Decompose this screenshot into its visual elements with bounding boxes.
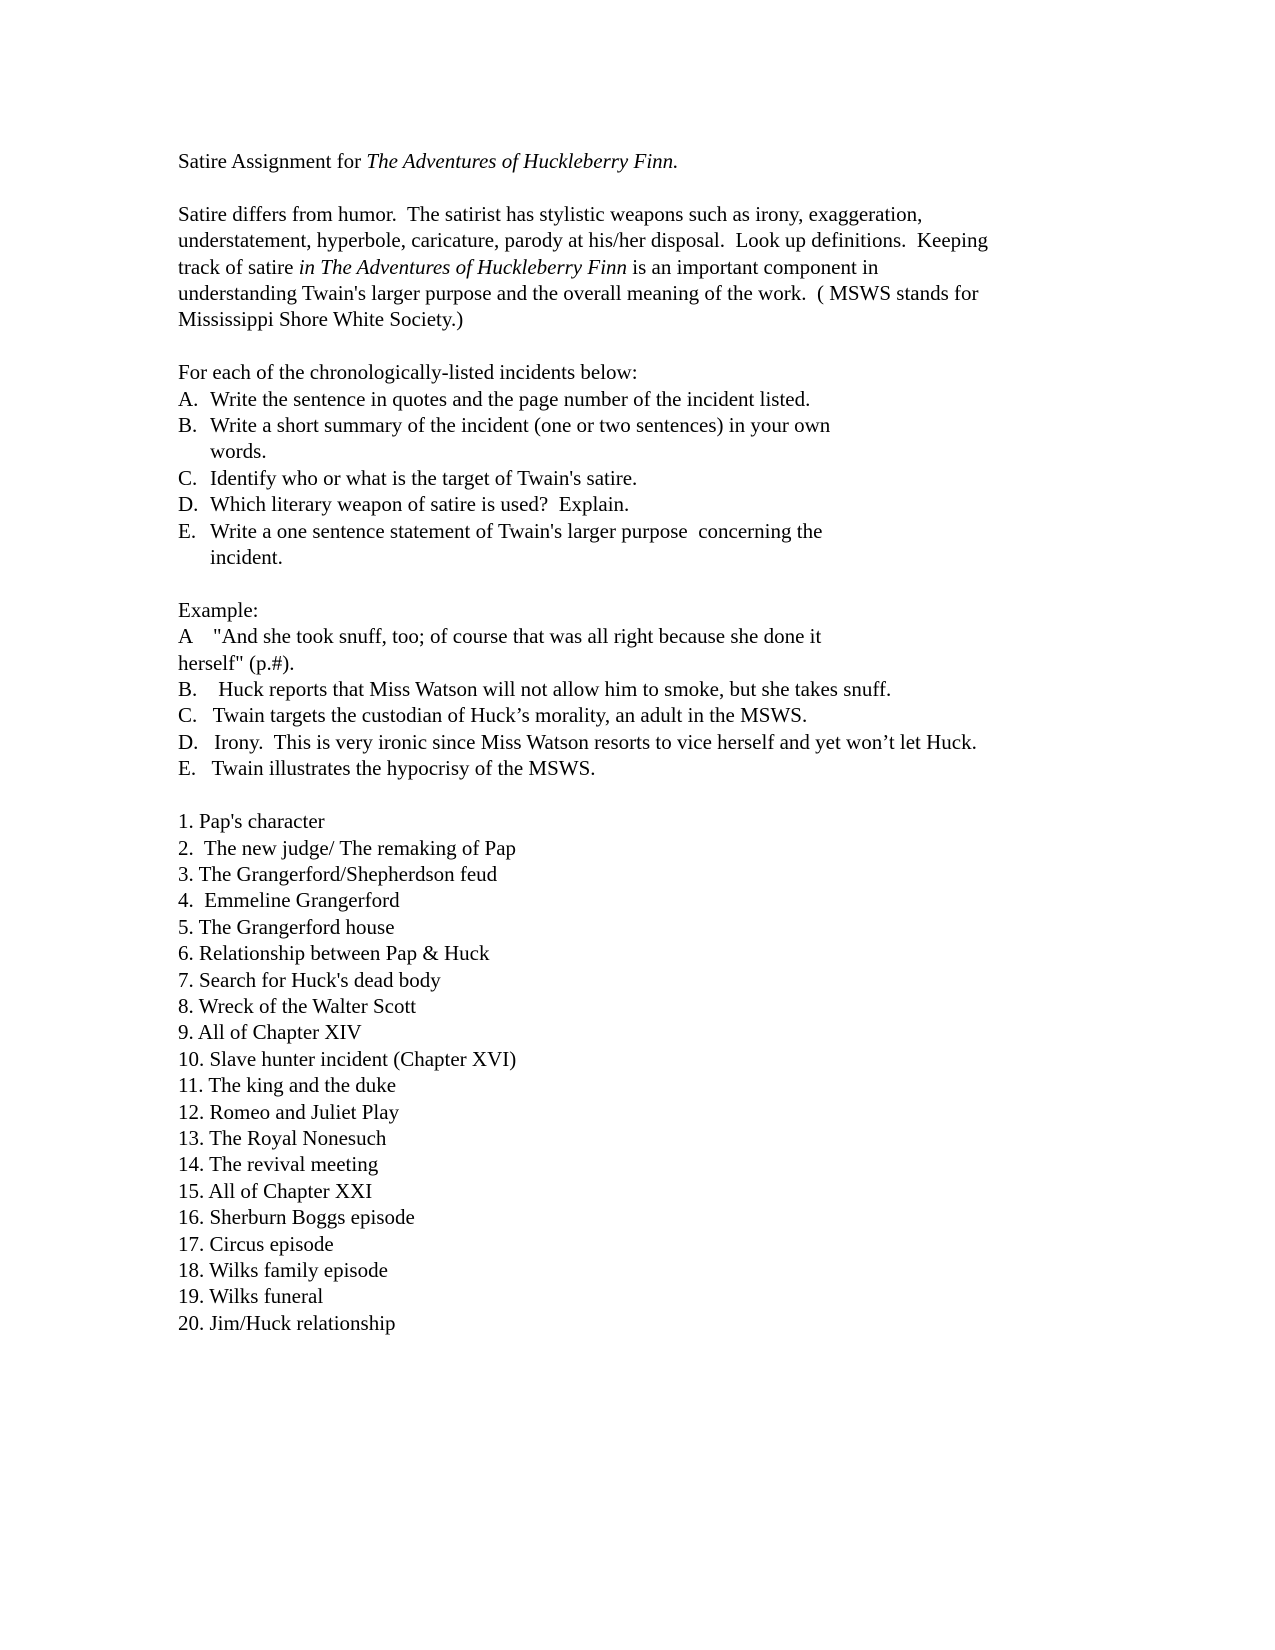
instruction-label: A. bbox=[178, 386, 199, 411]
instruction-text: Write a one sentence statement of Twain's larger purpose concerning the bbox=[210, 518, 823, 543]
incident-item: 6. Relationship between Pap & Huck bbox=[178, 941, 490, 966]
example-line-c: C. Twain targets the custodian of Huck’s morality, an adult in the MSWS. bbox=[178, 703, 808, 728]
example-line-e: E. Twain illustrates the hypocrisy of the MSWS. bbox=[178, 756, 596, 781]
incident-item: 19. Wilks funeral bbox=[178, 1284, 324, 1309]
incident-item: 16. Sherburn Boggs episode bbox=[178, 1205, 415, 1230]
instruction-label bbox=[178, 544, 210, 570]
example-line-a-cont: herself" (p.#). bbox=[178, 650, 295, 675]
incident-item: 8. Wreck of the Walter Scott bbox=[178, 993, 417, 1018]
incident-item: 12. Romeo and Juliet Play bbox=[178, 1099, 400, 1124]
incident-item: 5. The Grangerford house bbox=[178, 914, 395, 939]
instructions-heading: For each of the chronologically-listed incidents below: bbox=[178, 360, 638, 385]
book-title-italic: The Adventures of Huckleberry Finn. bbox=[366, 149, 679, 173]
incident-item: 20. Jim/Huck relationship bbox=[178, 1310, 396, 1335]
intro-line-5: Mississippi Shore White Society.) bbox=[178, 307, 464, 332]
instruction-label: D. bbox=[178, 492, 199, 517]
incident-item: 3. The Grangerford/Shepherdson feud bbox=[178, 861, 498, 886]
incident-item: 15. All of Chapter XXI bbox=[178, 1178, 373, 1203]
instruction-label bbox=[178, 438, 210, 464]
intro-line-4: understanding Twain's larger purpose and the overall meaning of the work. ( MSWS stands for bbox=[178, 281, 979, 306]
incident-item: 11. The king and the duke bbox=[178, 1073, 397, 1098]
example-line-d: D. Irony. This is very ironic since Miss Watson resorts to vice herself and yet won’t let Huck. bbox=[178, 729, 977, 754]
instruction-text: Write a short summary of the incident (one or two sentences) in your own bbox=[210, 413, 831, 438]
instruction-item-a bbox=[178, 386, 1225, 412]
intro-line-3-plain: track of satire bbox=[178, 254, 299, 279]
intro-line-3 bbox=[178, 254, 1225, 280]
incident-item: 13. The Royal Nonesuch bbox=[178, 1125, 387, 1150]
book-title-inline-italic: in The Adventures of Huckleberry Finn bbox=[298, 254, 628, 279]
instruction-text: Write the sentence in quotes and the page number of the incident listed. bbox=[210, 386, 811, 411]
instruction-item-b-cont bbox=[178, 438, 1225, 464]
instruction-text: incident. bbox=[210, 545, 283, 570]
incident-item: 7. Search for Huck's dead body bbox=[178, 967, 441, 992]
incident-item: 1. Pap's character bbox=[178, 809, 325, 834]
instruction-text: Which literary weapon of satire is used? Explain. bbox=[210, 492, 630, 517]
document-title bbox=[178, 148, 1225, 174]
incident-item: 9. All of Chapter XIV bbox=[178, 1020, 362, 1045]
incident-item: 18. Wilks family episode bbox=[178, 1258, 388, 1282]
intro-line-3-rest: is an important component in bbox=[627, 254, 879, 279]
instruction-label: E. bbox=[178, 518, 197, 543]
incident-item: 10. Slave hunter incident (Chapter XVI) bbox=[178, 1046, 517, 1071]
incident-item: 2. The new judge/ The remaking of Pap bbox=[178, 835, 517, 860]
intro-line-1: Satire differs from humor. The satirist has stylistic weapons such as irony, exaggeration, bbox=[178, 201, 923, 226]
instruction-item-c bbox=[178, 465, 1225, 491]
example-heading: Example: bbox=[178, 597, 259, 622]
instruction-text: Identify who or what is the target of Twain's satire. bbox=[210, 465, 638, 490]
title-text: Satire Assignment for bbox=[178, 149, 367, 173]
instruction-item-e bbox=[178, 518, 1225, 544]
instruction-text: words. bbox=[210, 439, 267, 464]
incident-item: 4. Emmeline Grangerford bbox=[178, 888, 400, 913]
instruction-item-e-cont bbox=[178, 544, 1225, 570]
instruction-label: B. bbox=[178, 413, 198, 438]
instruction-item-d bbox=[178, 491, 1225, 517]
example-line-b: B. Huck reports that Miss Watson will not allow him to smoke, but she takes snuff. bbox=[178, 677, 892, 702]
intro-line-2: understatement, hyperbole, caricature, parody at his/her disposal. Look up definitions. Keeping bbox=[178, 228, 989, 253]
incident-item: 14. The revival meeting bbox=[178, 1152, 379, 1177]
instruction-label: C. bbox=[178, 465, 198, 490]
instruction-item-b bbox=[178, 412, 1225, 438]
incident-item: 17. Circus episode bbox=[178, 1231, 334, 1256]
example-line-a: A "And she took snuff, too; of course that was all right because she done it bbox=[178, 624, 822, 649]
